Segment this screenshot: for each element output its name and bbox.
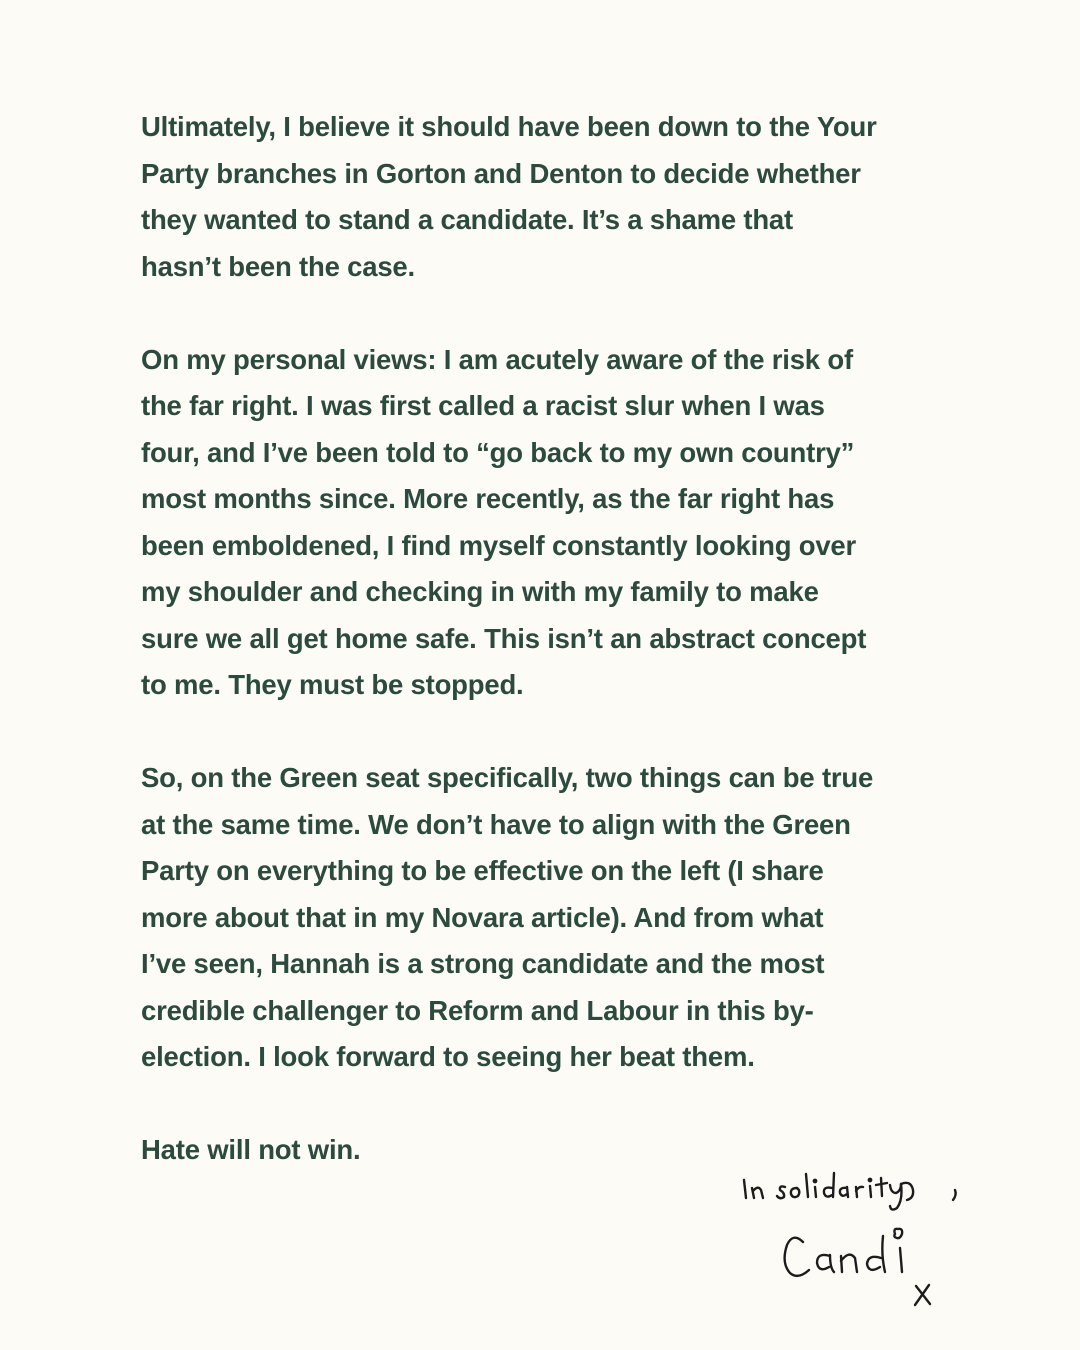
text-line: I’ve seen, Hannah is a strong candidate and the most	[141, 948, 825, 979]
text-line: Party on everything to be effective on the left (I share	[141, 855, 824, 886]
signoff-handwriting	[744, 1173, 956, 1210]
text-line: four, and I’ve been told to “go back to my own country”	[141, 436, 855, 468]
closing-line: Hate will not win.	[141, 1134, 361, 1165]
paragraph-3	[141, 755, 961, 1081]
text-line: the far right. I was first called a racist slur when I was	[141, 390, 825, 421]
text-line: at the same time. We don’t have to align with the Green	[141, 808, 851, 840]
text-line: credible challenger to Reform and Labour in this by-	[141, 994, 814, 1026]
text-line: On my personal views: I am acutely aware of the risk of	[141, 343, 853, 375]
handwritten-signature	[735, 1160, 995, 1320]
paragraph-1	[141, 104, 961, 290]
text-line: Party branches in Gorton and Denton to decide whether	[141, 157, 861, 189]
text-line: my shoulder and checking in with my family to make	[141, 576, 819, 607]
text-line: been emboldened, I find myself constantly looking over	[141, 529, 857, 561]
text-line: sure we all get home safe. This isn’t an abstract concept	[141, 622, 867, 654]
text-line: Ultimately, I believe it should have been down to the Your	[141, 111, 877, 142]
text-line: they wanted to stand a candidate. It’s a shame that	[141, 204, 793, 235]
name-handwriting	[785, 1229, 930, 1305]
text-line: more about that in my Novara article). And from what	[141, 901, 824, 933]
text-line: most months since. More recently, as the far right has	[141, 483, 835, 514]
letter-body	[141, 104, 961, 1174]
paragraph-2	[141, 337, 961, 709]
text-line: election. I look forward to seeing her beat them.	[141, 1041, 755, 1072]
text-line: hasn’t been the case.	[141, 250, 415, 282]
text-line: So, on the Green seat specifically, two things can be true	[141, 762, 874, 793]
text-line: to me. They must be stopped.	[141, 669, 524, 700]
